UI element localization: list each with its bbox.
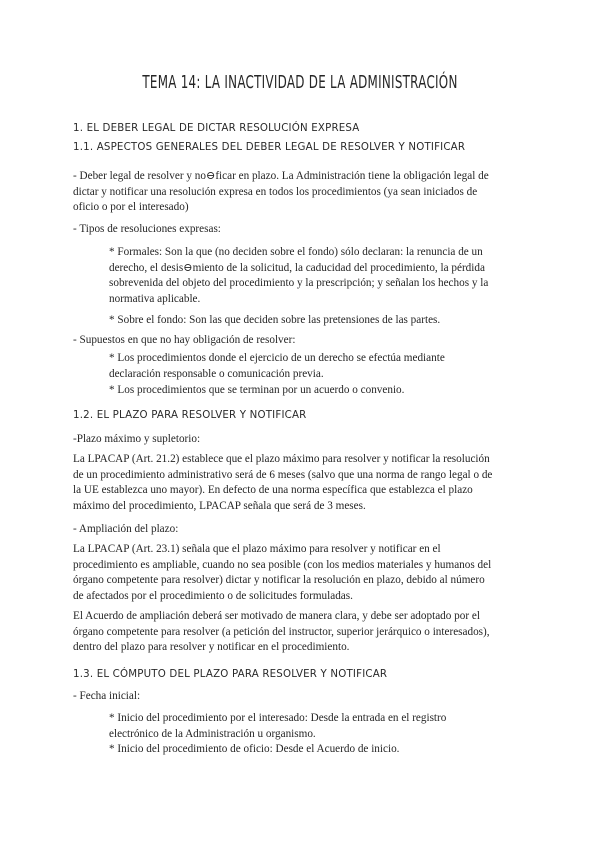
text-line: declaración responsable o comunicación previa. [109,367,324,380]
subsection-heading: 1.1. ASPECTOS GENERALES DEL DEBER LEGAL DE RESOLVER Y NOTIFICAR [73,140,466,153]
text-line: órgano competente para resolver (a petición del instructor, superior jerárquico o interesados), [73,625,490,638]
text-line: * Formales: Son la que (no deciden sobre el fondo) sólo declaran: la renuncia de un [109,246,483,258]
text-line: normativa aplicable. [109,292,201,305]
text-line: máximo del procedimiento, LPACAP señala que será de 3 meses. [73,499,366,512]
subsection-heading: 1.2. EL PLAZO PARA RESOLVER Y NOTIFICAR [73,408,307,421]
text-line: La LPACAP (Art. 21.2) establece que el plazo máximo para resolver y notificar la resolución [73,453,490,465]
text-line: dentro del plazo para resolver y notificar en el procedimiento. [73,641,350,654]
paragraph: - Supuestos en que no hay obligación de resolver: [73,334,296,346]
paragraph: - Fecha inicial: [73,690,141,702]
bullet-item: * Sobre el fondo: Son las que deciden sobre las pretensiones de las partes. [109,314,441,326]
bullet-item: * Los procedimientos que se terminan por un acuerdo o convenio. [109,384,405,396]
text-line: oficio o por el interesado) [73,201,189,214]
text-line: * Los procedimientos donde el ejercicio de un derecho se efectúa mediante [109,352,445,364]
text-line: derecho, el desis⊖miento de la solicitud, la caducidad del procedimiento, la pérdida [109,261,485,274]
bullet-item [109,711,529,742]
section-heading: 1. EL DEBER LEGAL DE DICTAR RESOLUCIÓN EXPRESA [73,121,360,134]
paragraph [73,452,529,514]
paragraph: - Ampliación del plazo: [73,523,179,535]
text-line: * Inicio del procedimiento por el interesado: Desde la entrada en el registro [109,712,447,724]
paragraph [73,542,529,604]
paragraph: -Plazo máximo y supletorio: [73,433,201,445]
text-line: dictar y notificar una resolución expresa en todos los procedimientos (ya sean iniciados de [73,185,478,198]
text-line: El Acuerdo de ampliación deberá ser motivado de manera clara, y debe ser adoptado por el [73,610,480,622]
text-line: órgano competente para resolver) dictar y notificar la resolución en plazo, debido al número [73,574,485,587]
page-title: TEMA 14: LA INACTIVIDAD DE LA ADMINISTRACIÓN [142,73,458,93]
text-line: de un procedimiento administrativo será de 6 meses (salvo que una norma de rango legal o de [73,468,493,481]
subsection-heading: 1.3. EL CÓMPUTO DEL PLAZO PARA RESOLVER Y NOTIFICAR [73,667,388,680]
bullet-item [109,351,529,382]
text-line: de afectados por el procedimiento o de solicitudes formuladas. [73,589,353,602]
paragraph [73,169,529,216]
text-line: la UE establezca uno mayor). En defecto de una norma específica que establezca el plazo [73,484,473,497]
paragraph [73,609,529,656]
text-line: procedimiento es ampliable, cuando no sea posible (con los medios materiales y humanos del [73,558,492,571]
text-line: La LPACAP (Art. 23.1) señala que el plazo máximo para resolver y notificar en el [73,543,441,555]
bullet-item [109,245,529,307]
bullet-item: * Inicio del procedimiento de oficio: Desde el Acuerdo de inicio. [109,743,400,755]
text-line: sobrevenida del objeto del procedimiento y la prescripción; y señalan los hechos y la [109,277,489,290]
paragraph: - Tipos de resoluciones expresas: [73,223,221,235]
text-line: - Deber legal de resolver y no⊖ficar en plazo. La Administración tiene la obligación legal de [73,170,489,182]
text-line: electrónico de la Administración u organismo. [109,727,316,740]
